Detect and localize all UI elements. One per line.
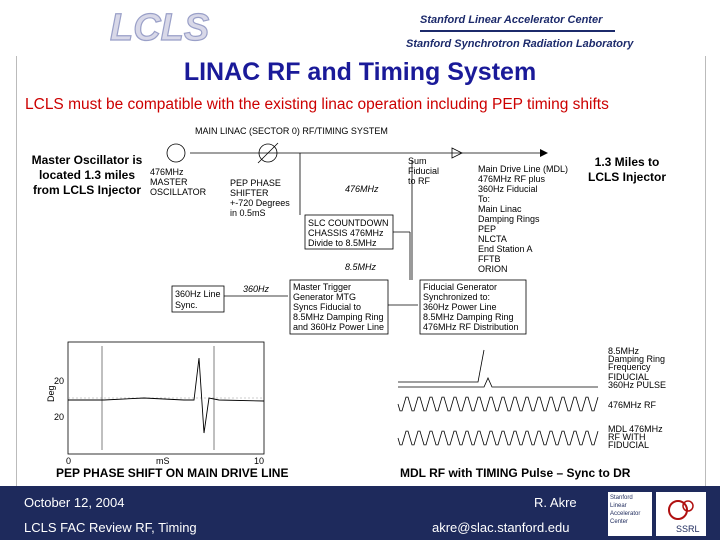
logo-text: LCLS [110,7,210,49]
svg-text:8.5MHz: 8.5MHz [345,262,377,272]
svg-text:Master Trigger: Master Trigger [293,282,352,292]
svg-text:and 360Hz Power Line: and 360Hz Power Line [293,322,385,332]
svg-text:20: 20 [54,376,65,386]
svg-text:10: 10 [254,456,265,466]
lcls-logo [108,6,210,49]
svg-text:SLC COUNTDOWN: SLC COUNTDOWN [308,218,389,228]
svg-text:CHASSIS 476MHz: CHASSIS 476MHz [308,228,384,238]
svg-text:360Hz PULSE: 360Hz PULSE [608,380,667,390]
org-line-1: Stanford Linear Accelerator Center [420,14,603,26]
footer-author: R. Akre [534,495,577,510]
slide-title: LINAC RF and Timing System [183,58,537,86]
svg-text:MASTER: MASTER [150,177,188,187]
note-master-oscillator: Master Oscillator is located 1.3 miles from LCLS Injector [31,153,143,197]
svg-text:476MHz RF Distribution: 476MHz RF Distribution [423,322,519,332]
svg-text:Sync.: Sync. [175,300,198,310]
svg-text:8.5MHz Damping Ring: 8.5MHz Damping Ring [293,312,384,322]
svg-text:mS: mS [156,456,170,466]
svg-text:476MHz: 476MHz [150,167,184,177]
svg-text:PEP: PEP [478,224,497,234]
svg-text:Damping Rings: Damping Rings [478,214,540,224]
slac-badge: Stanford Linear Accelerator Center [608,492,652,536]
svg-text:to RF: to RF [408,176,431,186]
ssrl-logo-icon [656,492,706,536]
svg-text:End Station A: End Station A [478,244,533,254]
svg-text:476MHz RF: 476MHz RF [608,400,657,410]
svg-text:0: 0 [66,456,72,466]
slide-footer [0,486,720,540]
right-plot-caption: MDL RF with TIMING Pulse – Sync to DR [400,466,631,480]
svg-text:Fiducial: Fiducial [408,166,440,176]
svg-text:360Hz Fiducial: 360Hz Fiducial [478,184,538,194]
svg-text:20: 20 [54,412,65,422]
svg-text:ORION: ORION [478,264,508,274]
svg-text:Sum: Sum [408,156,427,166]
svg-text:Syncs Fiducial to: Syncs Fiducial to [293,302,362,312]
svg-text:PEP PHASE: PEP PHASE [230,178,281,188]
svg-text:in 0.5mS: in 0.5mS [230,208,266,218]
mdl-timing-plot [398,342,710,462]
header-rule [420,30,615,32]
svg-text:8.5MHz: 8.5MHz [608,346,640,356]
svg-text:Deg: Deg [46,385,56,402]
footer-date: October 12, 2004 [24,495,125,510]
svg-text:+-720 Degrees: +-720 Degrees [230,198,290,208]
note-distance: 1.3 Miles to LCLS Injector [587,155,666,184]
footer-event: LCLS FAC Review RF, Timing [24,520,197,535]
svg-text:360Hz Line: 360Hz Line [175,289,221,299]
svg-text:Synchronized to:: Synchronized to: [423,292,491,302]
mdl-destinations [478,164,568,274]
svg-text:360Hz: 360Hz [243,284,270,294]
org-line-2: Stanford Synchrotron Radiation Laboratory [406,38,634,50]
svg-text:FIDUCIAL: FIDUCIAL [608,372,650,382]
svg-text:476MHz: 476MHz [345,184,379,194]
svg-text:476MHz RF plus: 476MHz RF plus [478,174,546,184]
svg-text:RF WITH: RF WITH [608,432,646,442]
svg-text:SHIFTER: SHIFTER [230,188,269,198]
svg-text:Main Drive Line (MDL): Main Drive Line (MDL) [478,164,569,174]
svg-text:Generator MTG: Generator MTG [293,292,357,302]
svg-text:Divide to 8.5MHz: Divide to 8.5MHz [308,238,377,248]
footer-email: akre@slac.stanford.edu [432,520,570,535]
svg-text:NLCTA: NLCTA [478,234,507,244]
svg-text:FIDUCIAL: FIDUCIAL [608,440,650,450]
svg-text:8.5MHz Damping Ring: 8.5MHz Damping Ring [423,312,514,322]
svg-text:Frequency: Frequency [608,362,651,372]
svg-text:OSCILLATOR: OSCILLATOR [150,187,207,197]
svg-text:Main Linac: Main Linac [478,204,522,214]
svg-text:MDL 476MHz: MDL 476MHz [608,424,663,434]
ssrl-badge [656,492,706,536]
svg-text:360Hz Power Line: 360Hz Power Line [423,302,497,312]
svg-text:To:: To: [478,194,491,204]
phase-shift-plot [44,338,294,468]
svg-text:FFTB: FFTB [478,254,501,264]
slide-subtitle: LCLS must be compatible with the existing linac operation including PEP timing shifts [25,96,609,113]
svg-text:SSRL: SSRL [676,524,700,534]
left-plot-caption: PEP PHASE SHIFT ON MAIN DRIVE LINE [56,466,289,480]
svg-text:Damping Ring: Damping Ring [608,354,666,364]
diagram-heading: MAIN LINAC (SECTOR 0) RF/TIMING SYSTEM [195,126,388,136]
oscillator-icon [167,144,185,162]
slide-header [0,0,720,56]
svg-text:Fiducial Generator: Fiducial Generator [423,282,498,292]
